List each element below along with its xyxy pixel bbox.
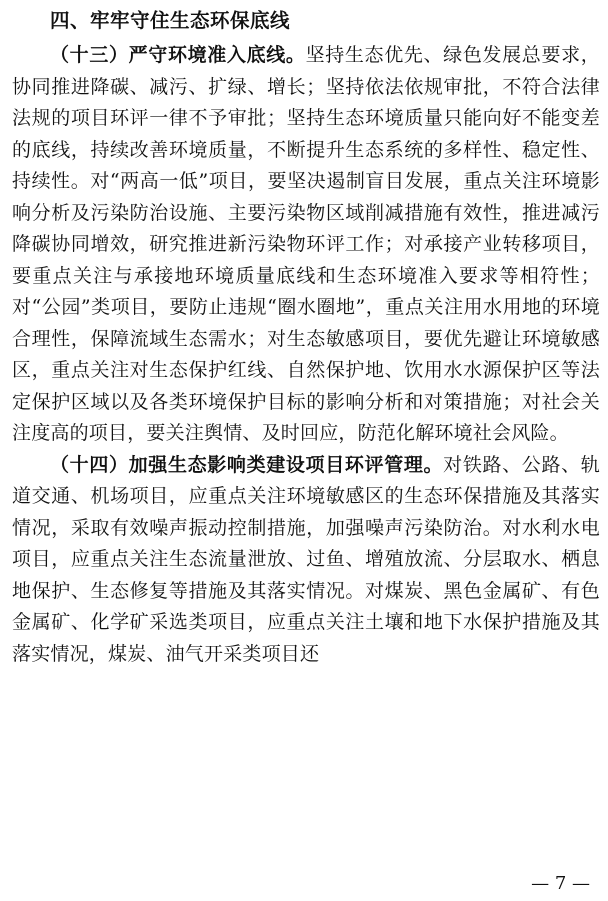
paragraph-13 <box>12 40 600 450</box>
paragraph-13-body: 坚持生态优先、绿色发展总要求，协同推进降碳、减污、扩绿、增长；坚持依法依规审批，不符合法律法规的项目环评一律不予审批；坚持生态环境质量只能向好不能变差的底线，持续改善环境质量，不断提升生态系统的多样性、稳定性、持续性。对“两高一低”项目，要坚决遏制盲目发展，重点关注环境影响分析及污染防治设施、主要污染物区域削减措施有效性，推进减污降碳协同增效，研究推进新污染物环评工作；对承接产业转移项目，要重点关注与承接地环境质量底线和生态环境准入要求等相符性；对“公园”类项目，要防止违规“圈水圈地”，重点关注用水用地的环境合理性，保障流域生态需水；对生态敏感项目，要优先避让环境敏感区，重点关注对生态保护红线、自然保护地、饮用水水源保护区等法定保护区域以及各类环境保护目标的影响分析和对策措施；对社会关注度高的项目，要关注舆情、及时回应，防范化解环境社会风险。 <box>12 44 600 444</box>
paragraph-14-lead: （十四）加强生态影响类建设项目环评管理。 <box>50 453 444 476</box>
document-page <box>12 4 600 670</box>
paragraph-13-lead: （十三）严守环境准入底线。 <box>50 44 306 66</box>
page-number: — 7 — <box>531 873 590 894</box>
paragraph-14-body: 对铁路、公路、轨道交通、机场项目，应重点关注环境敏感区的生态环保措施及其落实情况，采取有效噪声振动控制措施，加强噪声污染防治。对水利水电项目，应重点关注生态流量泄放、过鱼、增殖放流、分层取水、栖息地保护、生态修复等措施及其落实情况。对煤炭、黑色金属矿、有色金属矿、化学矿采选类项目，应重点关注土壤和地下水保护措施及其落实情况，煤炭、油气开采类项目还 <box>12 453 600 665</box>
section-heading: 四、牢牢守住生态环保底线 <box>50 9 291 32</box>
paragraph-14 <box>12 450 600 671</box>
